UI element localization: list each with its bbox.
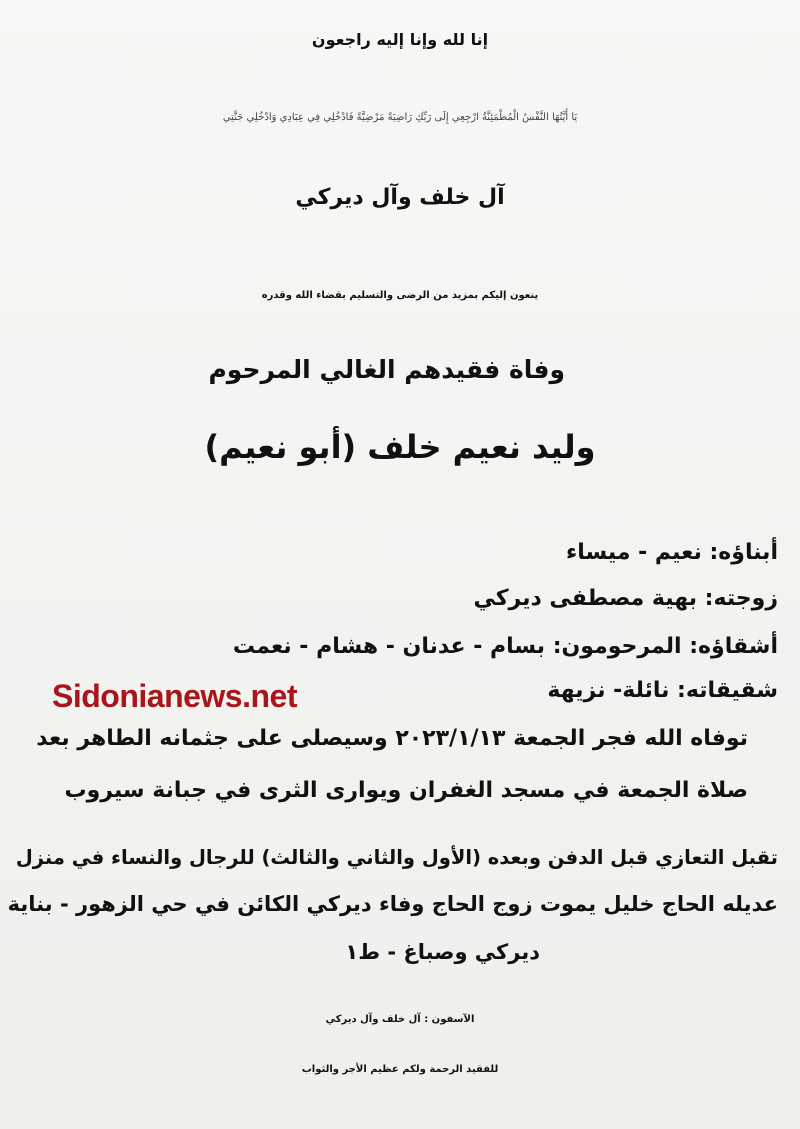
quran-verse: يَا أَيَّتُهَا النَّفْسُ الْمُطْمَئِنَّةُ ارْجِعِي إِلَى رَبِّكِ رَاضِيَةً مَرْضِيَّةً فَادْخُلِي فِي عِبَادِي وَادْخُلِي جَنَّتِي: [222, 112, 578, 123]
condolence-line-2: عديله الحاج خليل يموت زوج الحاج وفاء ديركي الكائن في حي الزهور - بناية: [7, 892, 778, 916]
condolence-line-1: تقبل التعازي قبل الدفن وبعده (الأول والثاني والثالث) للرجال والنساء في منزل: [15, 846, 778, 869]
mourners-line: الآسفون : آل خلف وآل ديركي: [325, 1014, 475, 1025]
family-names: آل خلف وآل ديركي: [295, 185, 505, 210]
announcement-line-1: ينعون إليكم بمزيد من الرضى والتسليم بقضاء الله وقدره: [261, 290, 539, 301]
death-details-line-2: صلاة الجمعة في مسجد الغفران ويوارى الثرى في جبانة سيروب: [64, 778, 748, 803]
closing-line: للفقيد الرحمة ولكم عظيم الأجر والثواب: [301, 1064, 499, 1075]
condolence-line-3: ديركي وصباغ - ط١: [345, 940, 540, 964]
watermark: Sidonianews.net: [52, 678, 297, 714]
relatives-wife: زوجته: بهية مصطفى ديركي: [473, 586, 778, 611]
relatives-brothers: أشقاؤه: المرحومون: بسام - عدنان - هشام - نعمت: [232, 634, 778, 659]
relatives-sisters: شقيقاته: نائلة- نزيهة: [547, 678, 778, 703]
deceased-name: وليد نعيم خلف (أبو نعيم): [204, 428, 596, 466]
relatives-sons: أبناؤه: نعيم - ميساء: [565, 540, 778, 565]
announcement-line-2: وفاة فقيدهم الغالي المرحوم: [208, 355, 565, 384]
quran-header: إنا لله وإنا إليه راجعون: [311, 30, 489, 49]
death-details-line-1: توفاه الله فجر الجمعة ٢٠٢٣/١/١٣ وسيصلى على جثمانه الطاهر بعد: [36, 726, 748, 751]
